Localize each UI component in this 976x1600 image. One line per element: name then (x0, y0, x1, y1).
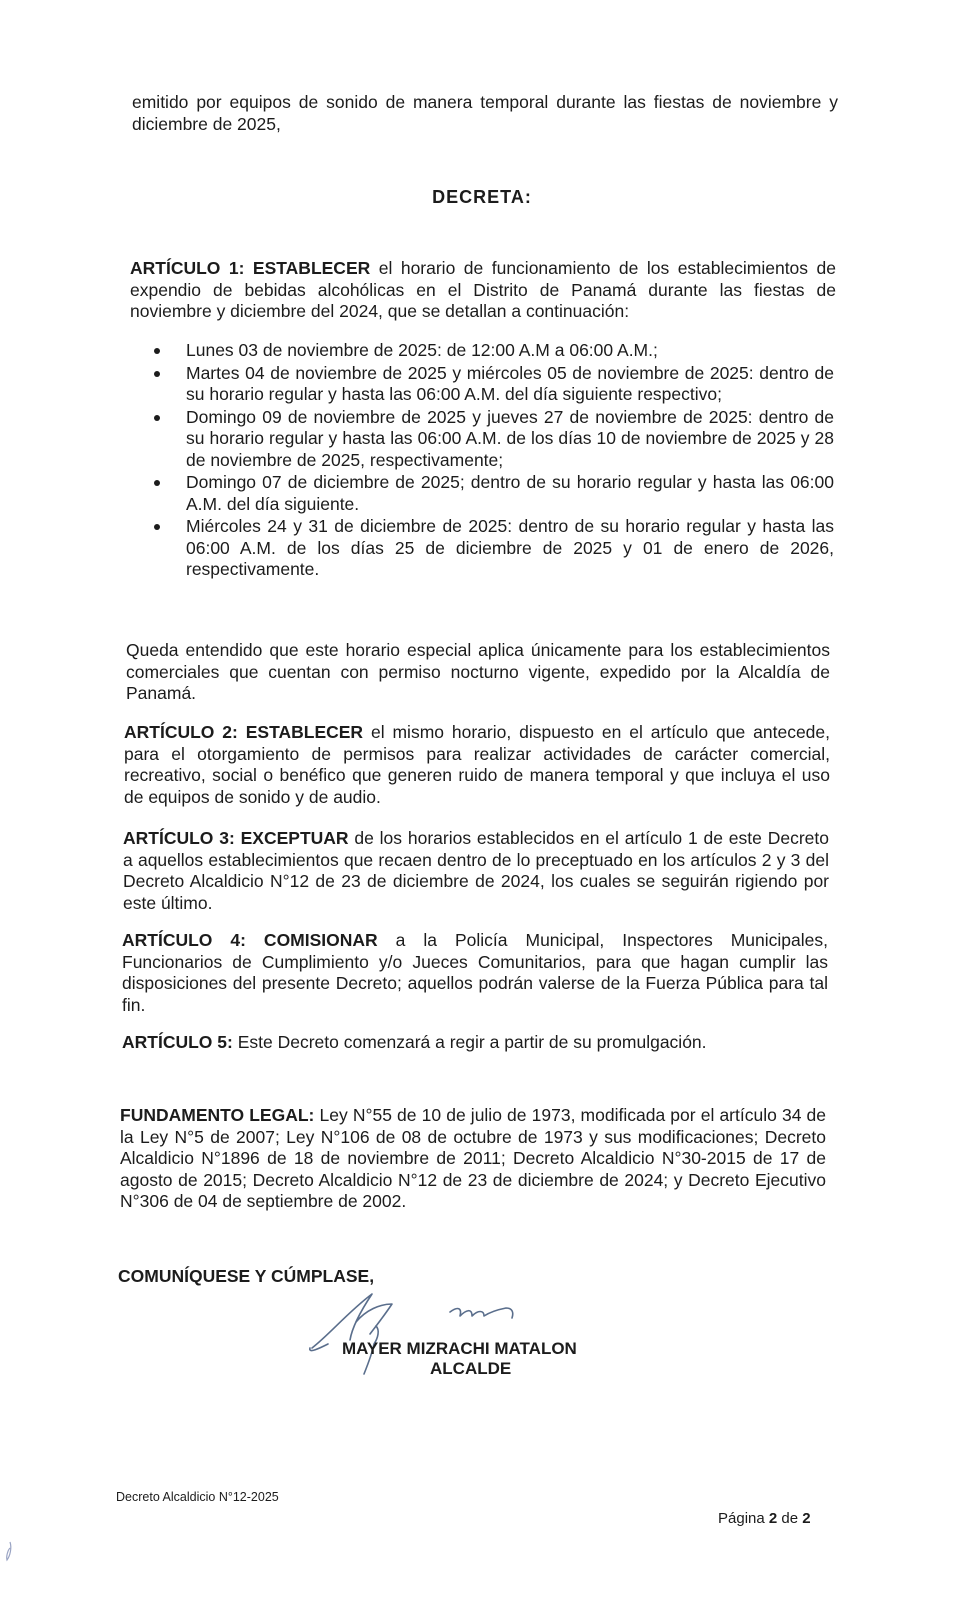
bullet-icon (154, 480, 160, 486)
articulo-1-note: Queda entendido que este horario especial aplica únicamente para los establecimientos comerciales que cuentan con permiso nocturno vigente, expedido por la Alcaldía de Panamá. (126, 640, 830, 703)
articulo-5-text: Este Decreto comenzará a regir a partir de su promulgación. (232, 1032, 707, 1052)
bullet-icon (154, 415, 160, 421)
margin-mark-icon (2, 1540, 16, 1564)
list-item-text: Lunes 03 de noviembre de 2025: de 12:00 A.M a 06:00 A.M.; (186, 340, 658, 360)
list-item-text: Miércoles 24 y 31 de diciembre de 2025: dentro de su horario regular y hasta las 06:00 A.M. de los días 25 de diciembre de 2025 y 01 de enero de 2026, respectivamente. (186, 516, 834, 579)
list-item (148, 407, 834, 472)
articulo-2-heading: ARTÍCULO 2: ESTABLECER (124, 722, 364, 742)
articulo-2-text: el mismo horario, dispuesto en el artículo que antecede, para el otorgamiento de permisos para realizar actividades de carácter comercial, recreativo, social o benéfico que generen ruido de manera temporal y que incluya el uso de equipos de sonido y de audio. (124, 722, 831, 807)
page-current: 2 (768, 1510, 778, 1527)
signature-stroke (356, 1304, 392, 1334)
intro-paragraph: emitido por equipos de sonido de manera temporal durante las fiestas de noviembre y diciembre de 2025, (132, 92, 838, 134)
page-total: 2 (802, 1510, 811, 1527)
list-item-text: Domingo 09 de noviembre de 2025 y jueves 27 de noviembre de 2025: dentro de su horario regular y hasta las 06:00 A.M. de los días 10 de noviembre de 2025 y 28 de noviembre de 2025, respectivamente; (186, 406, 834, 470)
list-item-text: Martes 04 de noviembre de 2025 y miércoles 05 de noviembre de 2025: dentro de su horario regular y hasta las 06:00 A.M. del día siguiente respectivo; (186, 362, 834, 404)
articulo-3 (123, 828, 829, 914)
articulo-5 (122, 1032, 828, 1054)
bullet-icon (154, 348, 160, 354)
closing-formula: COMUNÍQUESE Y CÚMPLASE, (118, 1266, 375, 1286)
list-item (148, 363, 834, 406)
articulo-3-text: de los horarios establecidos en el artículo 1 de este Decreto a aquellos establecimientos que recaen dentro de lo preceptuado en los artículos 2 y 3 del Decreto Alcaldicio N°12 de 23 de diciembre de 2024, los cuales se seguirán rigiendo por este último. (123, 828, 829, 913)
signatory-role: ALCALDE (430, 1359, 512, 1378)
articulo-2 (124, 722, 830, 808)
schedule-list (148, 340, 834, 582)
signatory-name: MAYER MIZRACHI MATALON (342, 1339, 577, 1358)
articulo-4-text: a la Policía Municipal, Inspectores Municipales, Funcionarios de Cumplimiento y/o Jueces Comunitarios, para que hagan cumplir las disposiciones del presente Decreto; aquellos podrán valerse de la Fuerza Pública para tal fin. (122, 930, 828, 1015)
fundamento-legal-heading: FUNDAMENTO LEGAL: (120, 1105, 315, 1125)
articulo-4-heading: ARTÍCULO 4: COMISIONAR (122, 930, 378, 950)
page-number (718, 1510, 811, 1527)
decreta-heading: DECRETA: (432, 187, 532, 207)
list-item (148, 340, 834, 362)
bullet-icon (154, 371, 160, 377)
articulo-1 (130, 258, 836, 323)
list-item (148, 516, 834, 581)
list-item-text: Domingo 07 de diciembre de 2025; dentro de su horario regular y hasta las 06:00 A.M. del día siguiente. (186, 472, 834, 514)
fundamento-legal (120, 1105, 826, 1213)
articulo-1-text: el horario de funcionamiento de los establecimientos de expendio de bebidas alcohólicas en el Distrito de Panamá durante las fiestas de noviembre y diciembre del 2024, que se detallan a continuación: (130, 258, 836, 321)
list-item (148, 472, 834, 515)
articulo-4 (122, 930, 828, 1016)
signature-stroke (450, 1308, 513, 1318)
articulo-5-heading: ARTÍCULO 5: (122, 1032, 233, 1052)
fundamento-legal-text: Ley N°55 de 10 de julio de 1973, modificada por el artículo 34 de la Ley N°5 de 2007; Ley N°106 de 08 de octubre de 1973 y sus modificaciones; Decreto Alcaldicio N°1896 de 18 de noviembre de 2011; Decreto Alcaldicio N°30-2015 de 17 de agosto de 2015; Decreto Alcaldicio N°12 de 23 de diciembre de 2024; y Decreto Ejecutivo N°306 de 04 de septiembre de 2002. (120, 1105, 827, 1211)
page-label: Página (718, 1510, 769, 1527)
bullet-icon (154, 524, 160, 530)
footer-document-ref: Decreto Alcaldicio N°12-2025 (116, 1490, 279, 1504)
articulo-1-heading: ARTÍCULO 1: ESTABLECER (130, 258, 371, 278)
articulo-3-heading: ARTÍCULO 3: EXCEPTUAR (123, 828, 349, 848)
page-separator: de (777, 1510, 803, 1527)
